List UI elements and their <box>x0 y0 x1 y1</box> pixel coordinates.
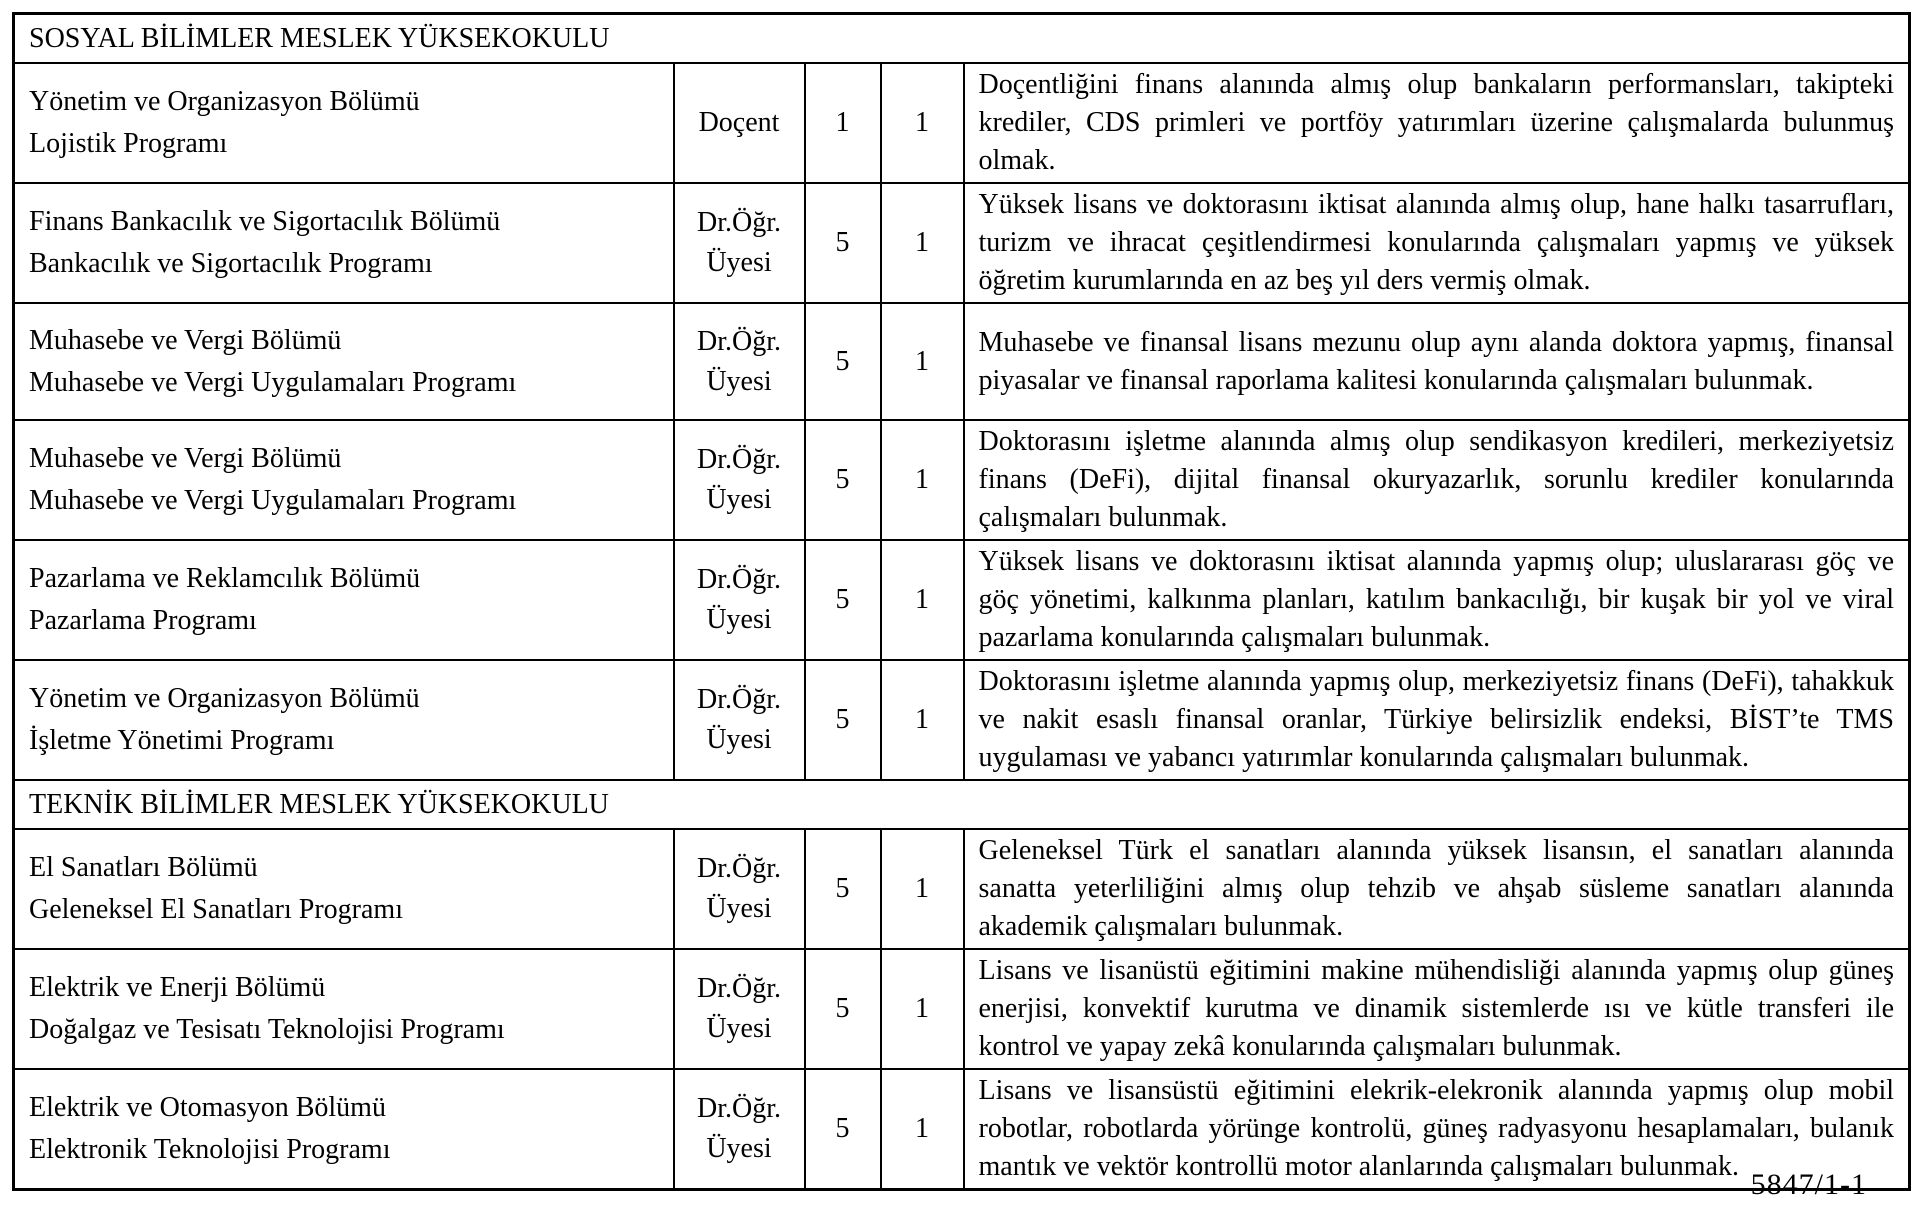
grade-cell: 5 <box>805 1069 881 1190</box>
requirement-cell: Doktorasını işletme alanında yapmış olup, merkeziyetsiz finans (DeFi), tahakkuk ve nakit esaslı finansal oranlar, Türkiye belirsizlik endeksi, BİST’te TMS uygulaması ve yabancı yatırımlar konularında çalışmaları bulunmak. <box>964 660 1910 780</box>
quota-cell: 1 <box>881 660 964 780</box>
department-cell <box>14 660 674 780</box>
program-name: Elektronik Teknolojisi Programı <box>29 1134 391 1165</box>
department-cell <box>14 303 674 420</box>
table-row <box>14 420 1910 540</box>
academic-title-cell: Dr.Öğr. Üyesi <box>674 540 805 660</box>
academic-title-cell: Dr.Öğr. Üyesi <box>674 303 805 420</box>
table-row <box>14 829 1910 949</box>
section-title: SOSYAL BİLİMLER MESLEK YÜKSEKOKULU <box>14 14 1910 64</box>
quota-cell: 1 <box>881 829 964 949</box>
department-cell <box>14 829 674 949</box>
requirement-cell: Lisans ve lisanüstü eğitimini makine mühendisliği alanında yapmış olup güneş enerjisi, konvektif kurutma ve dinamik sistemlerde ısı ve kütle transferi ile kontrol ve yapay zekâ konularında çalışmaları bulunmak. <box>964 949 1910 1069</box>
quota-cell: 1 <box>881 420 964 540</box>
department-cell <box>14 420 674 540</box>
quota-cell: 1 <box>881 183 964 303</box>
table-row <box>14 540 1910 660</box>
department-name: Elektrik ve Enerji Bölümü <box>29 972 326 1003</box>
grade-cell: 5 <box>805 540 881 660</box>
grade-cell: 5 <box>805 829 881 949</box>
quota-cell: 1 <box>881 540 964 660</box>
academic-title-cell: Doçent <box>674 63 805 183</box>
table-row <box>14 303 1910 420</box>
table-row <box>14 1069 1910 1190</box>
vacancy-table <box>12 12 1911 1191</box>
grade-cell: 5 <box>805 420 881 540</box>
department-cell <box>14 1069 674 1190</box>
section-title: TEKNİK BİLİMLER MESLEK YÜKSEKOKULU <box>14 780 1910 829</box>
academic-title-cell: Dr.Öğr. Üyesi <box>674 183 805 303</box>
quota-cell: 1 <box>881 949 964 1069</box>
requirement-cell: Yüksek lisans ve doktorasını iktisat alanında yapmış olup; uluslararası göç ve göç yönetimi, kalkınma planları, katılım bankacılığı, bir kuşak bir yol ve viral pazarlama konularında çalışmaları bulunmak. <box>964 540 1910 660</box>
requirement-cell: Geleneksel Türk el sanatları alanında yüksek lisansın, el sanatları alanında sanatta yeterliliğini almış olup tehzib ve ahşab süsleme sanatları alanında akademik çalışmaları bulunmak. <box>964 829 1910 949</box>
program-name: Lojistik Programı <box>29 128 228 159</box>
section-header-row <box>14 14 1910 64</box>
academic-title-cell: Dr.Öğr. Üyesi <box>674 1069 805 1190</box>
program-name: Muhasebe ve Vergi Uygulamaları Programı <box>29 366 517 398</box>
academic-title-cell: Dr.Öğr. Üyesi <box>674 949 805 1069</box>
academic-title-cell: Dr.Öğr. Üyesi <box>674 660 805 780</box>
department-name: Pazarlama ve Reklamcılık Bölümü <box>29 563 421 594</box>
academic-title-cell: Dr.Öğr. Üyesi <box>674 420 805 540</box>
department-cell <box>14 949 674 1069</box>
grade-cell: 5 <box>805 183 881 303</box>
academic-title-cell: Dr.Öğr. Üyesi <box>674 829 805 949</box>
quota-cell: 1 <box>881 303 964 420</box>
grade-cell: 1 <box>805 63 881 183</box>
grade-cell: 5 <box>805 303 881 420</box>
requirement-cell: Lisans ve lisansüstü eğitimini elekrik-elekronik alanında yapmış olup mobil robotlar, robotlarda yörünge kontrolü, güneş radyasyonu hesaplamaları, bulanık mantık ve vektör kontrollü motor alanlarında çalışmaları bulunmak. <box>964 1069 1910 1190</box>
department-name: Muhasebe ve Vergi Bölümü <box>29 443 342 474</box>
table-row <box>14 660 1910 780</box>
department-name: Yönetim ve Organizasyon Bölümü <box>29 683 420 714</box>
department-name: Finans Bankacılık ve Sigortacılık Bölümü <box>29 206 501 237</box>
announcement-reference-number: 5847/1-1 <box>1750 1168 1867 1201</box>
requirement-cell: Doktorasını işletme alanında almış olup sendikasyon kredileri, merkeziyetsiz finans (DeFi), dijital finansal okuryazarlık, sorunlu krediler konularında çalışmaları bulunmak. <box>964 420 1910 540</box>
program-name: Doğalgaz ve Tesisatı Teknolojisi Programı <box>29 1014 505 1045</box>
department-cell <box>14 63 674 183</box>
table-row <box>14 183 1910 303</box>
grade-cell: 5 <box>805 949 881 1069</box>
requirement-cell: Yüksek lisans ve doktorasını iktisat alanında almış olup, hane halkı tasarrufları, turizm ve ihracat çeşitlendirmesi konularında çalışmaları yapmış ve yüksek öğretim kurumlarında en az beş yıl ders vermiş olmak. <box>964 183 1910 303</box>
quota-cell: 1 <box>881 63 964 183</box>
requirement-cell: Muhasebe ve finansal lisans mezunu olup aynı alanda doktora yapmış, finansal piyasalar ve finansal raporlama kalitesi konularında çalışmaları bulunmak. <box>964 303 1910 420</box>
program-name: Bankacılık ve Sigortacılık Programı <box>29 248 433 279</box>
department-name: Muhasebe ve Vergi Bölümü <box>29 324 342 356</box>
grade-cell: 5 <box>805 660 881 780</box>
department-name: El Sanatları Bölümü <box>29 852 258 883</box>
department-cell <box>14 183 674 303</box>
requirement-cell: Doçentliğini finans alanında almış olup bankaların performansları, takipteki krediler, CDS primleri ve portföy yatırımları üzerine çalışmalarda bulunmuş olmak. <box>964 63 1910 183</box>
department-cell <box>14 540 674 660</box>
program-name: Geleneksel El Sanatları Programı <box>29 894 403 925</box>
table-row <box>14 949 1910 1069</box>
quota-cell: 1 <box>881 1069 964 1190</box>
program-name: İşletme Yönetimi Programı <box>29 725 335 756</box>
section-header-row <box>14 780 1910 829</box>
department-name: Elektrik ve Otomasyon Bölümü <box>29 1092 386 1123</box>
program-name: Pazarlama Programı <box>29 605 257 636</box>
table-row <box>14 63 1910 183</box>
department-name: Yönetim ve Organizasyon Bölümü <box>29 86 420 117</box>
program-name: Muhasebe ve Vergi Uygulamaları Programı <box>29 485 517 516</box>
